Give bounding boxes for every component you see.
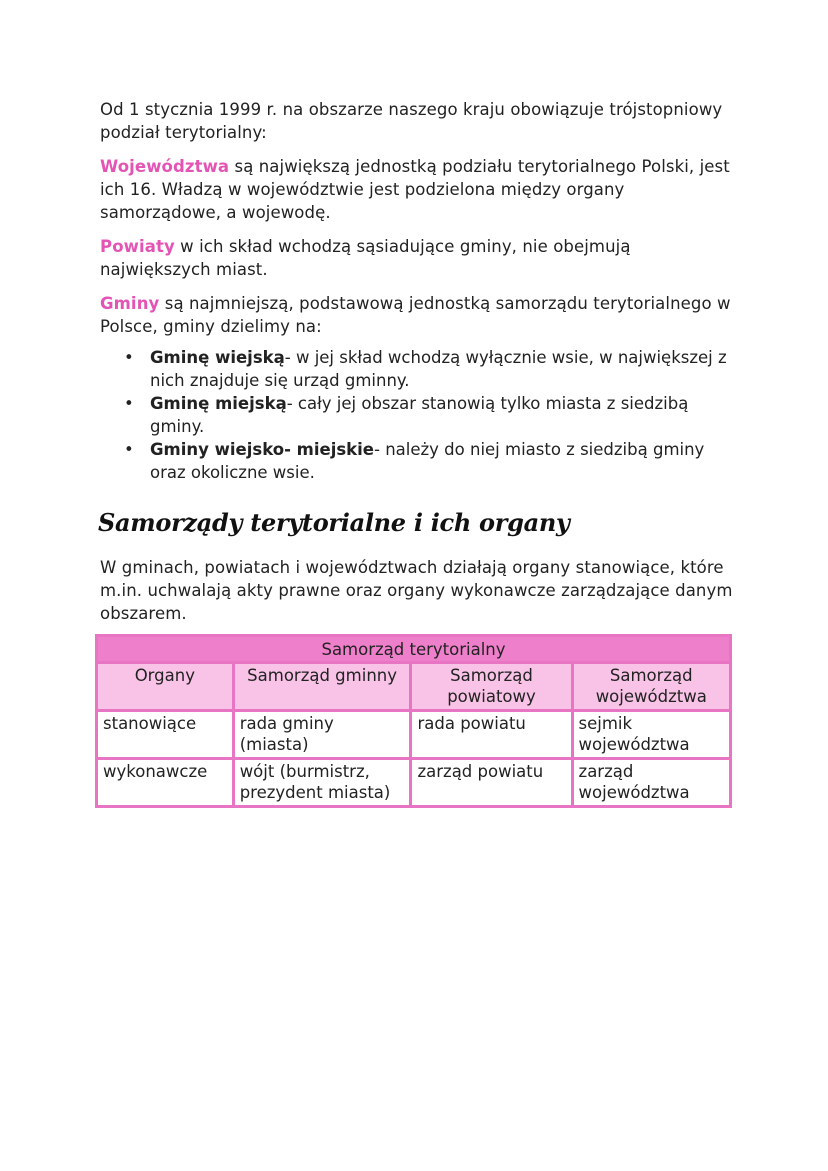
gmina-type-desc: - należy do niej miasto z siedzibą gminy oraz okoliczne wsie. xyxy=(150,440,705,482)
wojewodztwa-paragraph xyxy=(100,155,740,224)
table-cell: wójt (burmistrz, prezydent miasta) xyxy=(233,759,411,807)
list-item xyxy=(100,346,740,392)
table-cell: zarząd powiatu xyxy=(411,759,572,807)
document-page xyxy=(100,98,740,636)
bullet-icon: • xyxy=(124,348,134,367)
gminy-paragraph xyxy=(100,292,740,338)
gmina-type-desc: - w jej skład wchodzą wyłącznie wsie, w największej z nich znajduje się urząd gminny. xyxy=(150,348,727,390)
table-cell: wykonawcze xyxy=(97,759,234,807)
wojewodztwa-term: Województwa xyxy=(100,157,230,176)
wojewodztwa-text: są największą jednostką podziału terytorialnego Polski, jest ich 16. Władzą w województwie jest podzielona między organy samorządowe, a wojewodę. xyxy=(100,157,730,222)
table-header-cell: Organy xyxy=(97,663,234,711)
table-cell: zarząd województwa xyxy=(572,759,730,807)
table-cell: sejmik województwa xyxy=(572,711,730,759)
bullet-icon: • xyxy=(124,394,134,413)
table-cell: rada powiatu xyxy=(411,711,572,759)
organs-paragraph: W gminach, powiatach i województwach działają organy stanowiące, które m.in. uchwalają akty prawne oraz organy wykonawcze zarządzające danym obszarem. xyxy=(100,558,733,623)
powiaty-paragraph xyxy=(100,235,740,281)
powiaty-term: Powiaty xyxy=(100,237,175,256)
section-heading: Samorządy terytorialne i ich organy xyxy=(98,508,570,537)
table-header-cell: Samorząd gminny xyxy=(233,663,411,711)
intro-paragraph: Od 1 stycznia 1999 r. na obszarze naszego kraju obowiązuje trójstopniowy podział terytorialny: xyxy=(100,100,723,142)
governance-table xyxy=(95,634,732,808)
bullet-icon: • xyxy=(124,440,134,459)
gmina-type-name: Gminy wiejsko- miejskie xyxy=(150,440,374,459)
table-caption: Samorząd terytorialny xyxy=(97,636,731,663)
list-item xyxy=(100,392,740,438)
gmina-type-desc: - cały jej obszar stanowią tylko miasta z siedzibą gminy. xyxy=(150,394,689,436)
gmina-type-name: Gminę miejską xyxy=(150,394,287,413)
table-header-row xyxy=(97,663,731,711)
list-item xyxy=(100,438,740,484)
table-header-cell: Samorząd powiatowy xyxy=(411,663,572,711)
gmina-types-list xyxy=(100,346,740,484)
table-header-cell: Samorząd województwa xyxy=(572,663,730,711)
table-cell: rada gminy (miasta) xyxy=(233,711,411,759)
table-row xyxy=(97,759,731,807)
table-cell: stanowiące xyxy=(97,711,234,759)
gminy-term: Gminy xyxy=(100,294,160,313)
gminy-text: są najmniejszą, podstawową jednostką samorządu terytorialnego w Polsce, gminy dzielimy na: xyxy=(100,294,731,336)
table-row xyxy=(97,711,731,759)
gmina-type-name: Gminę wiejską xyxy=(150,348,285,367)
powiaty-text: w ich skład wchodzą sąsiadujące gminy, nie obejmują największych miast. xyxy=(100,237,631,279)
